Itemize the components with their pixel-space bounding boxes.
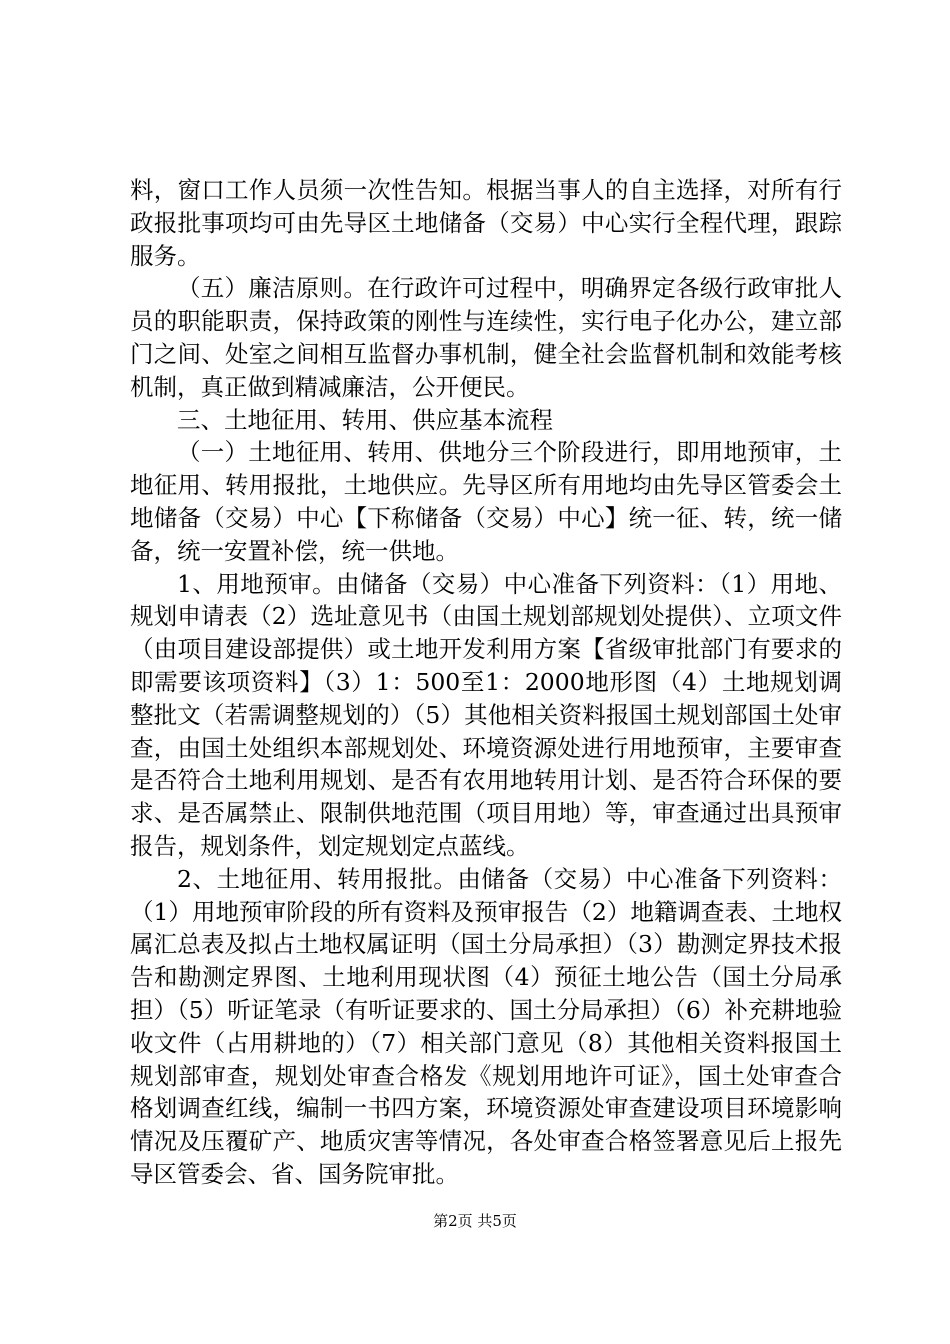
paragraph-land-requisition: 2、土地征用、转用报批。由储备（交易）中心准备下列资料：（1）用地预审阶段的所有资料及预审报告（2）地籍调查表、土地权属汇总表及拟占土地权属证明（国土分局承担）（3）勘测定界技术报告和勘测定界图、土地利用现状图（4）预征土地公告（国土分局承担）（5）听证笔录（有听证要求的、国土分局承担）（6）补充耕地验收文件（占用耕地的）（7）相关部门意见（8）其他相关资料报国土规划部审查，规划处审查合格发《规划用地许可证》，国土处审查合格划调查红线，编制一书四方案，环境资源处审查建设项目环境影响情况及压覆矿产、地质灾害等情况，各处审查合格签署意见后上报先导区管委会、省、国务院审批。: [130, 864, 842, 1188]
page-footer: 第2页 共5页: [433, 1212, 517, 1230]
paragraph-three-stages: （一）土地征用、转用、供地分三个阶段进行，即用地预审，土地征用、转用报批，土地供应。先导区所有用地均由先导区管委会土地储备（交易）中心【下称储备（交易）中心】统一征、转，统一储备，统一安置补偿，统一供地。: [130, 438, 842, 565]
section-heading: 三、土地征用、转用、供应基本流程: [177, 405, 553, 434]
document-body: [130, 174, 842, 1191]
paragraph-land-pre-review: 1、用地预审。由储备（交易）中心准备下列资料：（1）用地、规划申请表（2）选址意见书（由国土规划部规划处提供）、立项文件（由项目建设部提供）或土地开发利用方案【省级审批部门有要求的即需要该项资料】（3）1：500至1：2000地形图（4）土地规划调整批文（若需调整规划的）（5）其他相关资料报国土规划部国土处审查，由国土处组织本部规划处、环境资源处进行用地预审，主要审查是否符合土地利用规划、是否有农用地转用计划、是否符合环保的要求、是否属禁止、限制供地范围（项目用地）等，审查通过出具预审报告，规划条件，划定规划定点蓝线。: [130, 569, 842, 860]
paragraph-integrity-principle: （五）廉洁原则。在行政许可过程中，明确界定各级行政审批人员的职能职责，保持政策的刚性与连续性，实行电子化办公，建立部门之间、处室之间相互监督办事机制，健全社会监督机制和效能考核机制，真正做到精减廉洁，公开便民。: [130, 274, 842, 401]
paragraph-continuation: 料，窗口工作人员须一次性告知。根据当事人的自主选择，对所有行政报批事项均可由先导区土地储备（交易）中心实行全程代理，跟踪服务。: [130, 176, 842, 270]
